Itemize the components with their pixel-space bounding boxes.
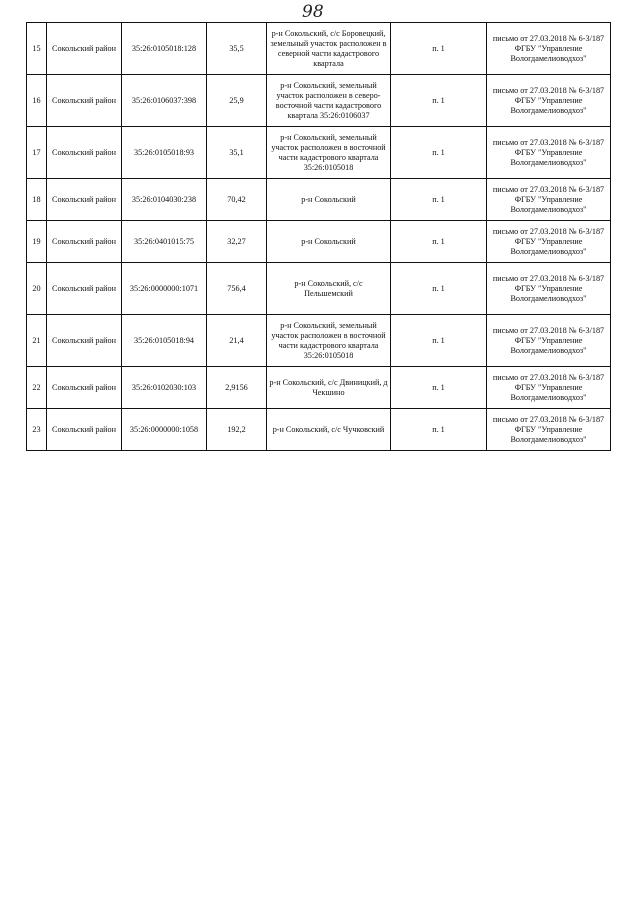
clause-cell: п. 1 [391, 315, 487, 367]
cadastral-number-cell: 35:26:0401015:75 [122, 221, 207, 263]
area-cell: 25,9 [207, 75, 267, 127]
basis-cell: письмо от 27.03.2018 № 6-3/187 ФГБУ "Управление Вологдамелиоводхоз" [487, 409, 611, 451]
clause-cell: п. 1 [391, 367, 487, 409]
district-cell: Сокольский район [47, 263, 122, 315]
location-cell: р-н Сокольский, земельный участок расположен в восточной части кадастрового квартала 35:26:0105018 [267, 127, 391, 179]
table-row [27, 127, 611, 179]
row-number: 23 [27, 409, 47, 451]
clause-cell: п. 1 [391, 179, 487, 221]
cadastral-number-cell: 35:26:0104030:238 [122, 179, 207, 221]
area-cell: 21,4 [207, 315, 267, 367]
table-row [27, 315, 611, 367]
row-number: 15 [27, 23, 47, 75]
row-number: 18 [27, 179, 47, 221]
table-row [27, 409, 611, 451]
location-cell: р-н Сокольский [267, 179, 391, 221]
row-number: 21 [27, 315, 47, 367]
district-cell: Сокольский район [47, 315, 122, 367]
basis-cell: письмо от 27.03.2018 № 6-3/187 ФГБУ "Управление Вологдамелиоводхоз" [487, 263, 611, 315]
table-row [27, 179, 611, 221]
cadastral-number-cell: 35:26:0105018:128 [122, 23, 207, 75]
table-row [27, 263, 611, 315]
table-row [27, 23, 611, 75]
basis-cell: письмо от 27.03.2018 № 6-3/187 ФГБУ "Управление Вологдамелиоводхоз" [487, 75, 611, 127]
clause-cell: п. 1 [391, 409, 487, 451]
district-cell: Сокольский район [47, 367, 122, 409]
cadastral-number-cell: 35:26:0105018:93 [122, 127, 207, 179]
row-number: 19 [27, 221, 47, 263]
district-cell: Сокольский район [47, 179, 122, 221]
basis-cell: письмо от 27.03.2018 № 6-3/187 ФГБУ "Управление Вологдамелиоводхоз" [487, 367, 611, 409]
location-cell: р-н Сокольский, с/с Боровецкий, земельный участок расположен в северной части кадастрового квартала [267, 23, 391, 75]
cadastral-number-cell: 35:26:0105018:94 [122, 315, 207, 367]
page-number: 98 [302, 2, 324, 22]
row-number: 17 [27, 127, 47, 179]
table-row [27, 75, 611, 127]
basis-cell: письмо от 27.03.2018 № 6-3/187 ФГБУ "Управление Вологдамелиоводхоз" [487, 127, 611, 179]
location-cell: р-н Сокольский, земельный участок расположен в северо-восточной части кадастрового квартала 35:26:0106037 [267, 75, 391, 127]
area-cell: 35,5 [207, 23, 267, 75]
district-cell: Сокольский район [47, 409, 122, 451]
district-cell: Сокольский район [47, 75, 122, 127]
district-cell: Сокольский район [47, 221, 122, 263]
location-cell: р-н Сокольский, с/с Двиницкий, д Чекшино [267, 367, 391, 409]
row-number: 20 [27, 263, 47, 315]
location-cell: р-н Сокольский [267, 221, 391, 263]
basis-cell: письмо от 27.03.2018 № 6-3/187 ФГБУ "Управление Вологдамелиоводхоз" [487, 179, 611, 221]
area-cell: 2,9156 [207, 367, 267, 409]
location-cell: р-н Сокольский, с/с Пельшемский [267, 263, 391, 315]
area-cell: 756,4 [207, 263, 267, 315]
clause-cell: п. 1 [391, 23, 487, 75]
cadastral-number-cell: 35:26:0000000:1058 [122, 409, 207, 451]
area-cell: 192,2 [207, 409, 267, 451]
clause-cell: п. 1 [391, 221, 487, 263]
row-number: 16 [27, 75, 47, 127]
clause-cell: п. 1 [391, 75, 487, 127]
row-number: 22 [27, 367, 47, 409]
clause-cell: п. 1 [391, 263, 487, 315]
basis-cell: письмо от 27.03.2018 № 6-3/187 ФГБУ "Управление Вологдамелиоводхоз" [487, 23, 611, 75]
basis-cell: письмо от 27.03.2018 № 6-3/187 ФГБУ "Управление Вологдамелиоводхоз" [487, 221, 611, 263]
district-cell: Сокольский район [47, 127, 122, 179]
table-row [27, 367, 611, 409]
area-cell: 32,27 [207, 221, 267, 263]
area-cell: 70,42 [207, 179, 267, 221]
basis-cell: письмо от 27.03.2018 № 6-3/187 ФГБУ "Управление Вологдамелиоводхоз" [487, 315, 611, 367]
land-plots-table [26, 22, 611, 451]
clause-cell: п. 1 [391, 127, 487, 179]
cadastral-number-cell: 35:26:0106037:398 [122, 75, 207, 127]
location-cell: р-н Сокольский, с/с Чучковский [267, 409, 391, 451]
area-cell: 35,1 [207, 127, 267, 179]
cadastral-number-cell: 35:26:0000000:1071 [122, 263, 207, 315]
cadastral-number-cell: 35:26:0102030:103 [122, 367, 207, 409]
location-cell: р-н Сокольский, земельный участок расположен в восточной части кадастрового квартала 35:26:0105018 [267, 315, 391, 367]
table-row [27, 221, 611, 263]
district-cell: Сокольский район [47, 23, 122, 75]
